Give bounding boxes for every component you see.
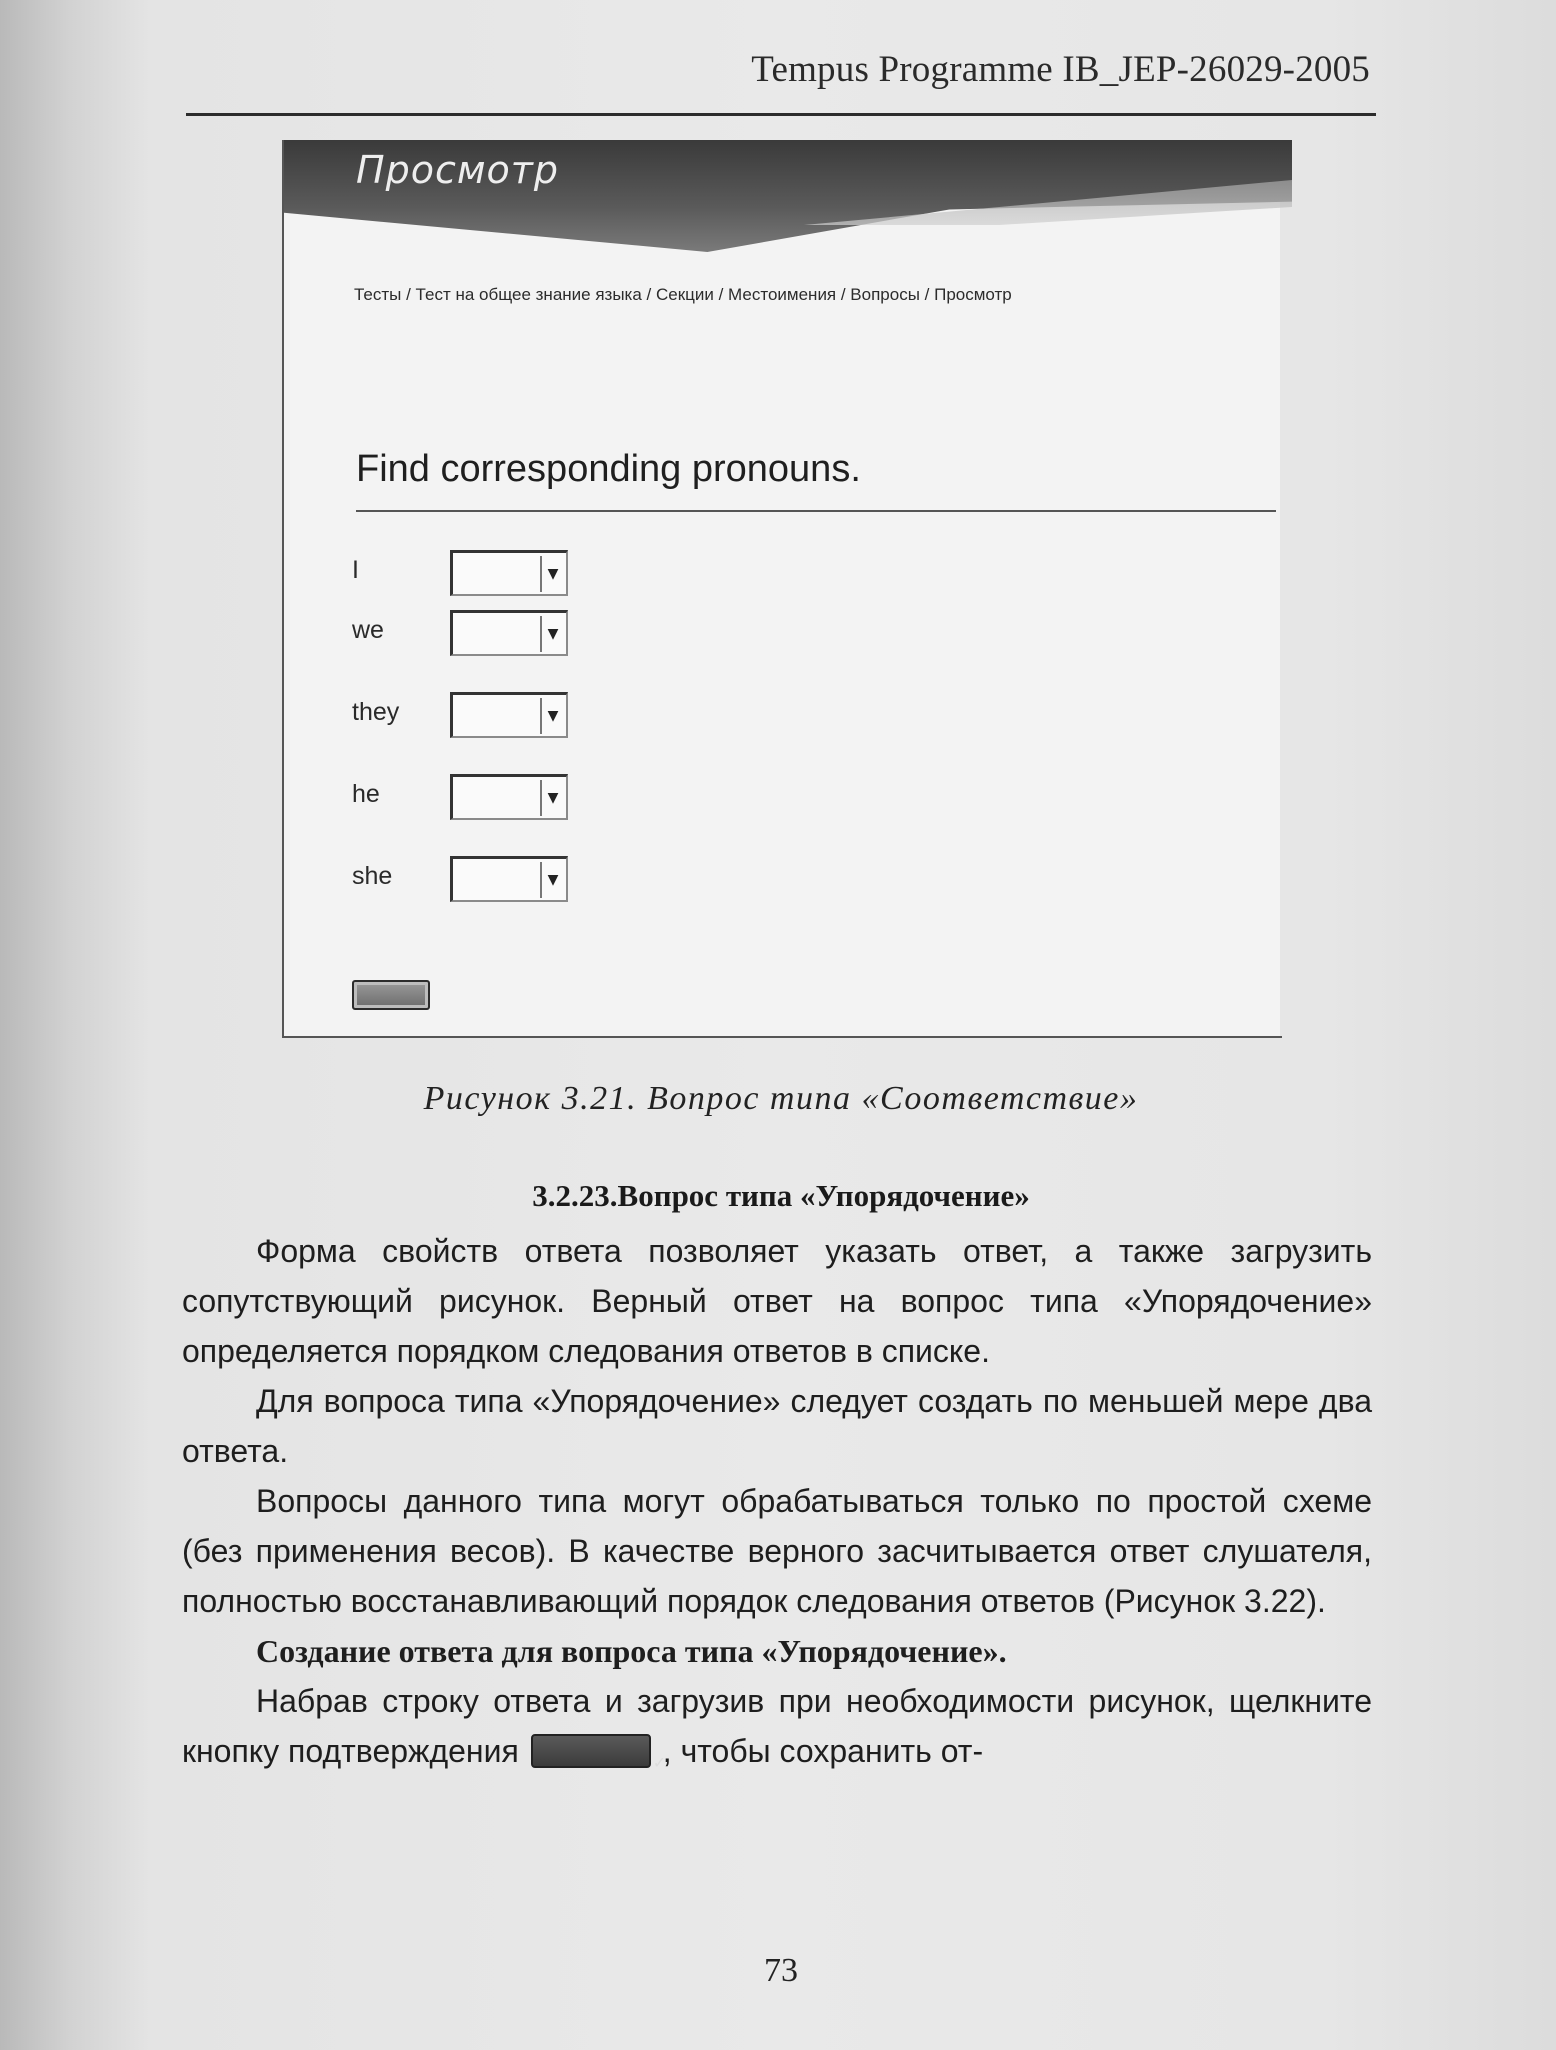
match-row xyxy=(352,550,652,600)
figure-bottom-rule xyxy=(284,1036,1282,1038)
window-title: Просмотр xyxy=(356,148,560,192)
paragraph: Вопросы данного типа могут обрабатываться только по простой схеме (без применения весов). В качестве верного засчитывается ответ слушателя, полностью восстанавливающий порядок следования ответов (Рисунок 3.22). xyxy=(182,1483,1372,1619)
submit-button[interactable] xyxy=(352,980,430,1010)
chevron-down-icon[interactable]: ▼ xyxy=(540,780,564,816)
match-select[interactable] xyxy=(450,774,568,820)
pronoun-label: we xyxy=(352,616,384,644)
chevron-down-icon[interactable]: ▼ xyxy=(540,862,564,898)
section-heading: 3.2.23.Вопрос типа «Упорядочение» xyxy=(532,1178,1030,1213)
bold-paragraph: Создание ответа для вопроса типа «Упорядочение». xyxy=(256,1633,1007,1669)
chevron-down-icon[interactable]: ▼ xyxy=(540,616,564,652)
paragraph: Для вопроса типа «Упорядочение» следует создать по меньшей мере два ответа. xyxy=(182,1383,1372,1469)
pronoun-label: he xyxy=(352,780,380,808)
running-header: Tempus Programme IB_JEP-26029-2005 xyxy=(751,49,1370,90)
confirm-button xyxy=(531,1734,667,1772)
question-title: Find corresponding pronouns. xyxy=(356,448,861,490)
breadcrumb[interactable]: Тесты / Тест на общее знание языка / Секции / Местоимения / Вопросы / Просмотр xyxy=(354,285,1012,304)
figure-caption: Рисунок 3.21. Вопрос типа «Соответствие» xyxy=(423,1080,1139,1117)
match-row xyxy=(352,856,652,906)
body-text xyxy=(182,1226,1372,1776)
match-select[interactable] xyxy=(450,610,568,656)
match-row xyxy=(352,774,652,824)
paragraph xyxy=(182,1676,1372,1776)
match-row xyxy=(352,610,652,660)
paragraph-text: Набрав строку ответа и загрузив при необходимости рисунок, щелкните кнопку подтверждения xyxy=(182,1683,1372,1769)
chevron-down-icon[interactable]: ▼ xyxy=(540,556,564,592)
figure-screenshot xyxy=(282,140,1280,1038)
pronoun-label: she xyxy=(352,862,393,890)
paragraph: Форма свойств ответа позволяет указать ответ, а также загрузить сопутствующий рисунок. Верный ответ на вопрос типа «Упорядочение» определяется порядком следования ответов в списке. xyxy=(182,1233,1372,1369)
match-row xyxy=(352,692,652,742)
page-number: 73 xyxy=(764,1952,798,1989)
match-select[interactable] xyxy=(450,856,568,902)
question-divider xyxy=(356,510,1276,512)
match-select[interactable] xyxy=(450,692,568,738)
match-select[interactable] xyxy=(450,550,568,596)
pronoun-label: they xyxy=(352,698,400,726)
pronoun-label: I xyxy=(352,556,359,584)
chevron-down-icon[interactable]: ▼ xyxy=(540,698,564,734)
check-icon: ✓ xyxy=(652,1753,667,1772)
paragraph-text: , чтобы сохранить от- xyxy=(662,1733,984,1769)
header-rule xyxy=(186,113,1376,116)
